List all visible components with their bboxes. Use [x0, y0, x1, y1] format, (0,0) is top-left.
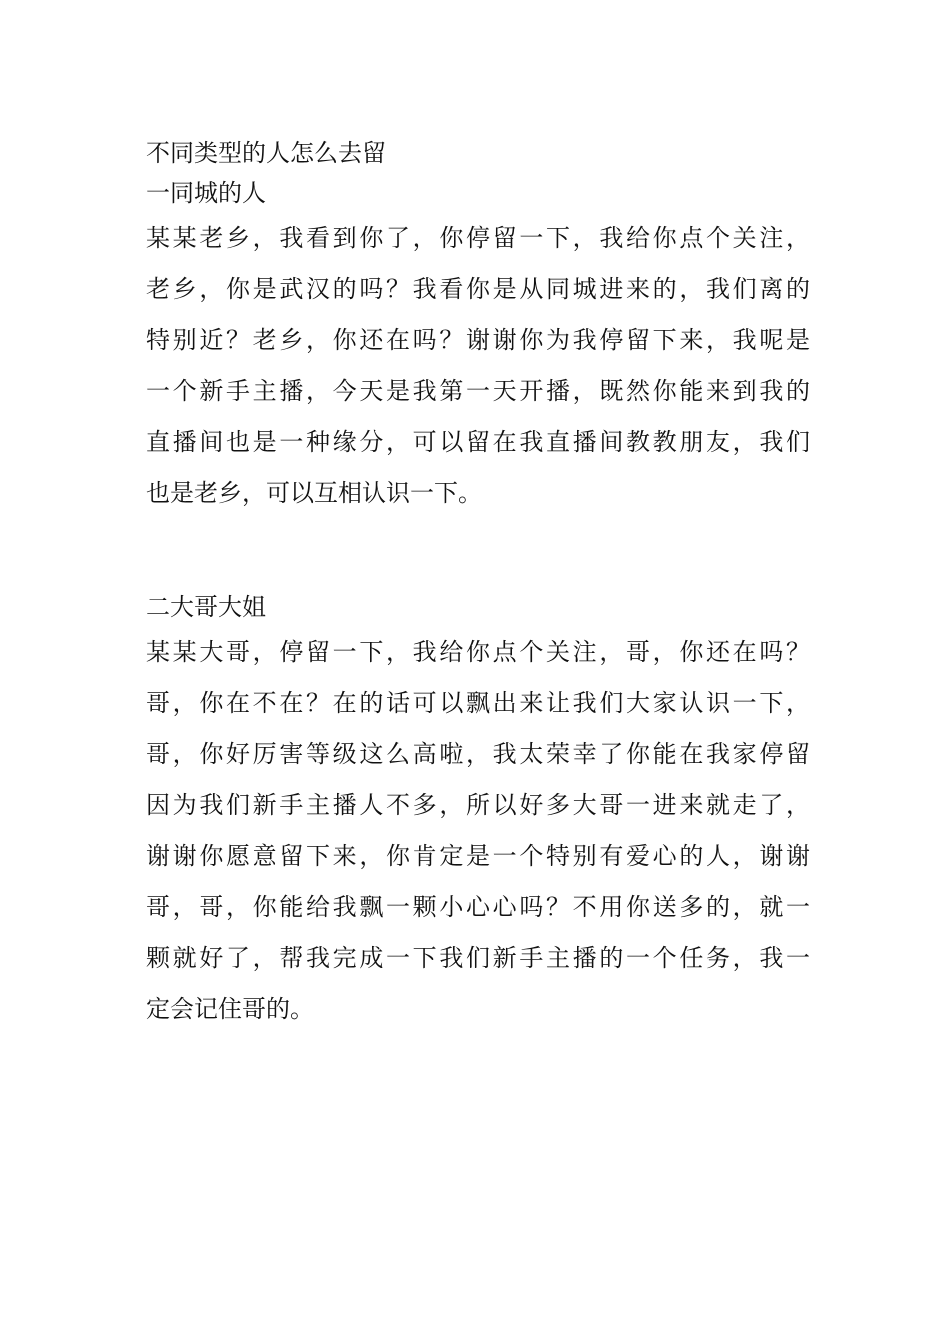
paragraph-line: 老乡，你是武汉的吗？我看你是从同城进来的，我们离的 — [146, 275, 810, 303]
paragraph-line: 因为我们新手主播人不多，所以好多大哥一进来就走了， — [146, 791, 810, 819]
section-paragraph-big-brother-sister — [146, 627, 810, 1035]
document-title: 不同类型的人怎么去留 — [146, 139, 386, 167]
paragraph-line: 谢谢你愿意留下来，你肯定是一个特别有爱心的人，谢谢 — [146, 842, 810, 870]
paragraph-line: 哥，你在不在？在的话可以飘出来让我们大家认识一下， — [146, 689, 810, 717]
section-spacer — [146, 519, 810, 587]
paragraph-line: 哥，哥，你能给我飘一颗小心心吗？不用你送多的，就一 — [146, 893, 810, 921]
section-paragraph-same-city — [146, 213, 810, 519]
paragraph-line: 哥，你好厉害等级这么高啦，我太荣幸了你能在我家停留 — [146, 740, 810, 768]
paragraph-line: 颗就好了，帮我完成一下我们新手主播的一个任务，我一 — [146, 944, 810, 972]
paragraph-line: 某某大哥，停留一下，我给你点个关注，哥，你还在吗？ — [146, 638, 810, 666]
paragraph-line: 也是老乡，可以互相认识一下。 — [146, 479, 482, 507]
document-body — [146, 133, 810, 1035]
section-heading-big-brother-sister: 二大哥大姐 — [146, 593, 266, 621]
paragraph-line: 特别近？老乡，你还在吗？谢谢你为我停留下来，我呢是 — [146, 326, 810, 354]
section-heading-same-city: 一同城的人 — [146, 179, 266, 207]
paragraph-line: 直播间也是一种缘分，可以留在我直播间教教朋友，我们 — [146, 428, 810, 456]
paragraph-line: 一个新手主播，今天是我第一天开播，既然你能来到我的 — [146, 377, 810, 405]
paragraph-line: 某某老乡，我看到你了，你停留一下，我给你点个关注， — [146, 224, 810, 252]
paragraph-line: 定会记住哥的。 — [146, 995, 314, 1023]
